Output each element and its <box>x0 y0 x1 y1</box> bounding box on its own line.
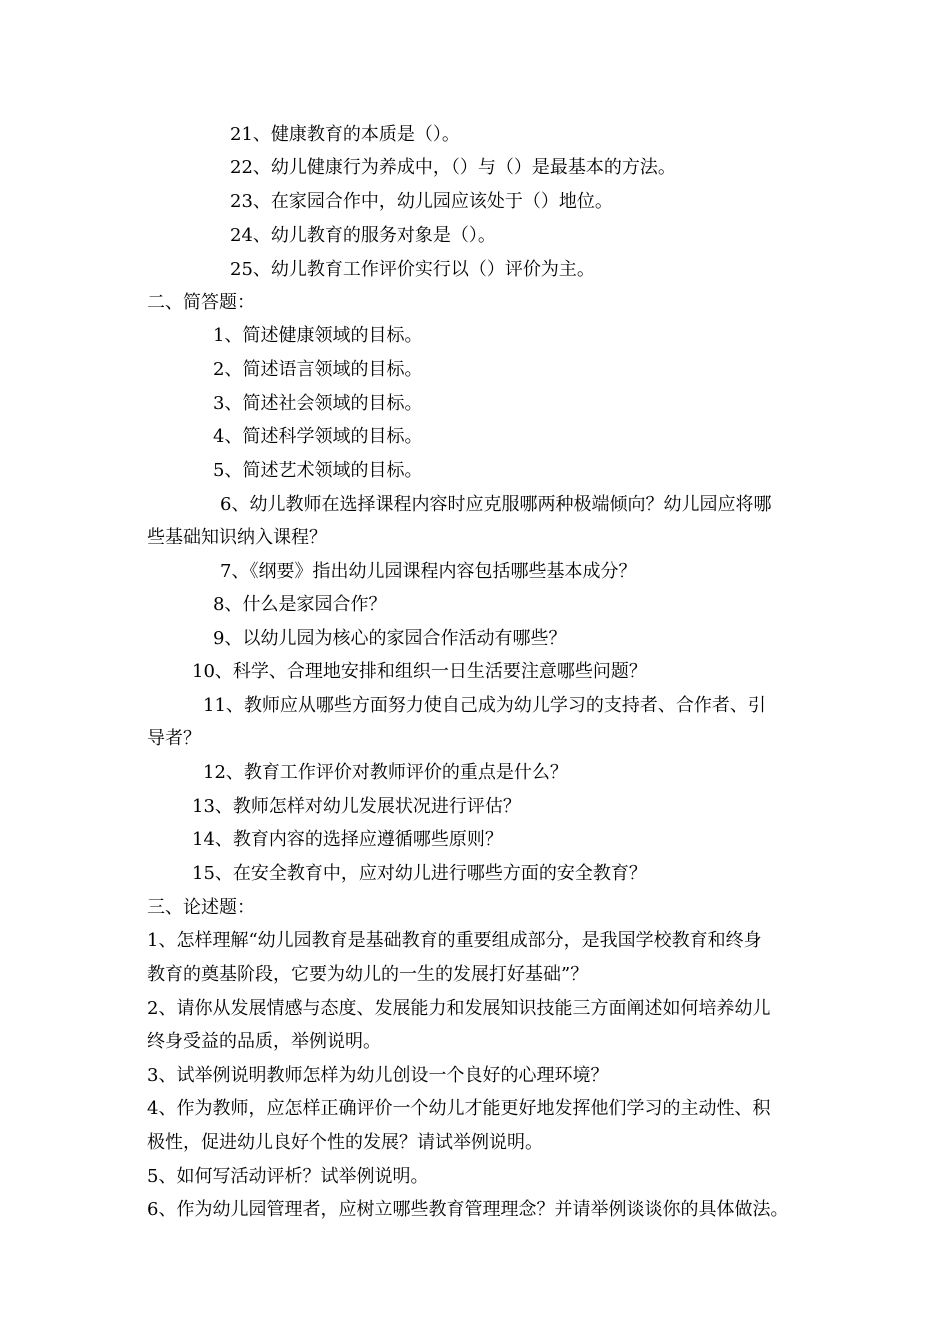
short-answer-question-3: 3、简述社会领域的目标。 <box>213 393 423 414</box>
short-answer-question-12: 12、教育工作评价对教师评价的重点是什么？ <box>203 762 568 783</box>
short-answer-question-13: 13、教师怎样对幼儿发展状况进行评估？ <box>192 796 521 817</box>
essay-question-2-line-2: 终身受益的品质，举例说明。 <box>147 1031 381 1052</box>
fill-in-question-22: 22、幼儿健康行为养成中，（）与（）是最基本的方法。 <box>230 157 676 178</box>
short-answer-question-1: 1、简述健康领域的目标。 <box>213 325 423 346</box>
essay-question-4-line-2: 极性，促进幼儿良好个性的发展？请试举例说明。 <box>147 1132 543 1153</box>
short-answer-question-10: 10、科学、合理地安排和组织一日生活要注意哪些问题？ <box>192 661 647 682</box>
essay-question-5: 5、如何写活动评析？试举例说明。 <box>147 1166 429 1187</box>
essay-question-4-line-1: 4、作为教师，应怎样正确评价一个幼儿才能更好地发挥他们学习的主动性、积 <box>147 1098 771 1119</box>
essay-heading: 三、论述题： <box>147 897 255 918</box>
short-answer-question-2: 2、简述语言领域的目标。 <box>213 359 423 380</box>
short-answer-question-15: 15、在安全教育中，应对幼儿进行哪些方面的安全教育？ <box>192 863 647 884</box>
fill-in-question-24: 24、幼儿教育的服务对象是（）。 <box>230 225 496 246</box>
essay-question-3: 3、试举例说明教师怎样为幼儿创设一个良好的心理环境？ <box>147 1065 609 1086</box>
short-answer-question-6-line-1: 6、幼儿教师在选择课程内容时应克服哪两种极端倾向？幼儿园应将哪 <box>220 494 772 515</box>
fill-in-question-21: 21、健康教育的本质是（）。 <box>230 124 460 145</box>
short-answer-question-8: 8、什么是家园合作？ <box>213 594 387 615</box>
short-answer-question-7: 7、《纲要》指出幼儿园课程内容包括哪些基本成分？ <box>220 561 637 582</box>
short-answer-question-4: 4、简述科学领域的目标。 <box>213 426 423 447</box>
essay-question-1-line-2: 教育的奠基阶段，它要为幼儿的一生的发展打好基础”？ <box>147 964 589 985</box>
short-answer-question-9: 9、以幼儿园为核心的家园合作活动有哪些？ <box>213 628 567 649</box>
essay-question-1-line-1: 1、怎样理解“幼儿园教育是基础教育的重要组成部分，是我国学校教育和终身 <box>147 930 762 951</box>
fill-in-question-25: 25、幼儿教育工作评价实行以（）评价为主。 <box>230 259 595 280</box>
short-answer-question-14: 14、教育内容的选择应遵循哪些原则？ <box>192 829 503 850</box>
essay-question-6: 6、作为幼儿园管理者，应树立哪些教育管理理念？并请举例谈谈你的具体做法。 <box>147 1199 789 1220</box>
short-answer-heading: 二、简答题： <box>147 292 255 313</box>
short-answer-question-6-line-2: 些基础知识纳入课程？ <box>147 527 327 548</box>
short-answer-question-11-line-2: 导者？ <box>147 728 201 749</box>
essay-question-2-line-1: 2、请你从发展情感与态度、发展能力和发展知识技能三方面阐述如何培养幼儿 <box>147 998 771 1019</box>
short-answer-question-5: 5、简述艺术领域的目标。 <box>213 460 423 481</box>
fill-in-question-23: 23、在家园合作中，幼儿园应该处于（）地位。 <box>230 191 613 212</box>
short-answer-question-11-line-1: 11、教师应从哪些方面努力使自己成为幼儿学习的支持者、合作者、引 <box>203 695 766 716</box>
